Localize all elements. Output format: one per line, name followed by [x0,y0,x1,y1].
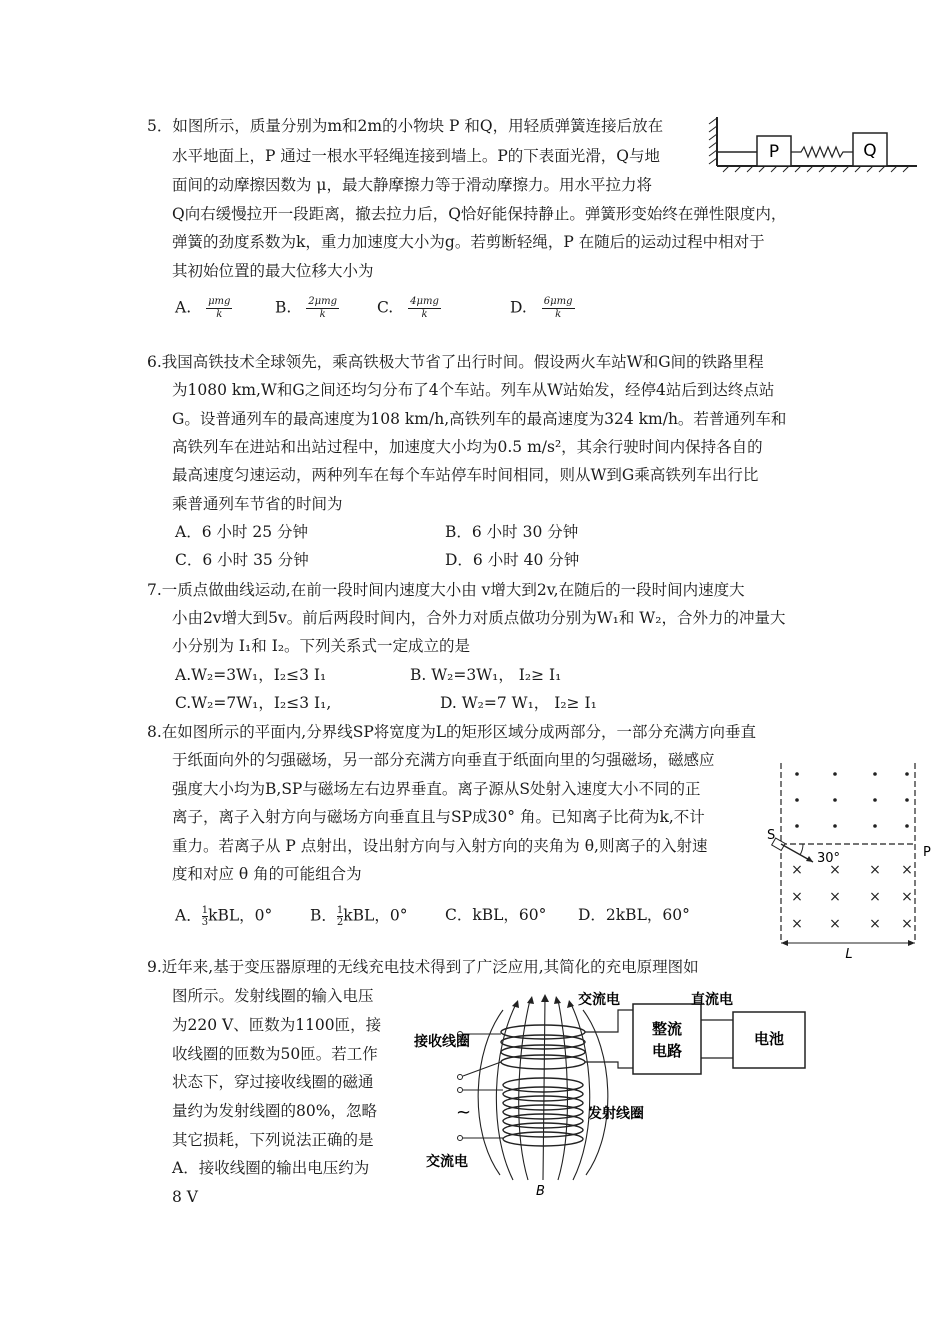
transmit-terminal-2 [458,1136,463,1141]
block-q-label: Q [863,141,877,161]
label-s: S [767,828,776,843]
q8-line-6: 度和对应 θ 角的可能组合为 [172,865,362,883]
q5-option-a-num: μmg [208,296,231,307]
field-arrows [512,994,574,1008]
q6-line-4: 高铁列车在进站和出站过程中，加速度大小均为0.5 m/s²，其余行驶时间内保持各自的 [172,438,763,456]
q9-line-1: 9.近年来,基于变压器原理的无线充电技术得到了广泛应用,其简化的充电原理图如 [147,958,699,976]
q8-option-a-num: 1 [201,905,209,916]
battery-label: 电池 [753,1030,785,1048]
dc-top-label: 直流电 [691,992,733,1008]
field-out-dots [795,772,909,828]
q5-option-d-fraction [542,296,575,321]
q5-line-6: 其初始位置的最大位移大小为 [172,262,374,280]
svg-text:×: × [791,862,803,878]
svg-text:×: × [901,862,913,878]
q7-line-3: 小分别为 I₁和 I₂。下列关系式一定成立的是 [172,637,471,655]
block-p-label: P [768,142,780,162]
q8-option-b-rest: kBL，0° [343,906,408,925]
ac-top-label: 交流电 [578,992,620,1008]
q7-option-a: A.W₂=3W₁，I₂≤3 I₁ [175,666,327,684]
q8-line-1: 8.在如图所示的平面内,分界线SP将宽度为L的矩形区域分成两部分，一部分充满方向垂直 [147,723,757,741]
q5-option-c-den: k [421,309,428,320]
ac-bottom-label: 交流电 [426,1154,468,1170]
label-angle: 30° [817,851,841,866]
q9-line-4: 收线圈的匝数为50匝。若工作 [172,1045,378,1063]
q5-option-d [510,296,575,321]
q5-option-c-label: C. [377,298,394,317]
width-arrow-left [781,940,788,946]
q9-line-8: A．接收线圈的输出电压约为 [172,1159,370,1177]
q8-option-b-num: 1 [336,905,344,916]
ac-source-symbol: ~ [456,1102,472,1123]
q5-option-a-fraction [206,296,232,321]
q5-option-c [377,296,441,321]
svg-text:×: × [869,889,881,905]
q5-option-a-den: k [216,309,223,320]
q5-option-a-label: A. [175,298,192,317]
svg-text:×: × [829,862,841,878]
wire-to-rectifier-top [585,1010,633,1032]
q9-line-3: 为220 V、匝数为1100匝，接 [172,1016,382,1034]
q8-option-a-den: 3 [201,917,209,928]
receive-coil-label: 接收线圈 [414,1034,470,1050]
q5-line-3: 面间的动摩擦因数为 μ，最大静摩擦力等于滑动摩擦力。用水平拉力将 [172,176,653,194]
q9-line-9: 8 V [172,1188,198,1206]
spring [791,147,853,157]
q6-line-5: 最高速度匀速运动，两种列车在每个车站停车时间相同，则从W到G乘高铁列车出行比 [172,466,759,484]
svg-text:×: × [829,889,841,905]
q5-option-c-num: 4μmg [410,296,439,307]
q8-line-2: 于纸面向外的匀强磁场，另一部分充满方向垂直于纸面向里的匀强磁场，磁感应 [172,751,715,769]
q6-line-2: 为1080 km,W和G之间还均匀分布了4个车站。列车从W站始发，经停4站后到达终点站 [172,381,775,399]
q8-option-b-den: 2 [336,917,344,928]
q7-option-c: C.W₂=7W₁，I₂≤3 I₁, [175,694,332,712]
q7-line-1: 7.一质点做曲线运动,在前一段时间内速度大小由 v增大到2v,在随后的一段时间内速度大 [147,581,745,599]
field-in-crosses [791,862,913,932]
q5-option-a [175,296,232,321]
q8-option-b [310,905,407,928]
q5-option-c-fraction [408,296,441,321]
q6-line-1: 6.我国高铁技术全球领先，乘高铁极大节省了出行时间。假设两火车站W和G间的铁路里程 [147,353,764,371]
q5-option-b [275,296,339,321]
svg-text:×: × [869,862,881,878]
width-arrow-right [908,940,915,946]
svg-text:×: × [901,889,913,905]
q5-option-d-den: k [555,309,562,320]
q7-line-2: 小由2v增大到5v。前后两段时间内，合外力对质点做功分别为W₁和 W₂，合外力的冲量大 [172,609,786,627]
q9-line-6: 量约为发射线圈的80%，忽略 [172,1102,377,1120]
receive-terminal-2 [458,1075,463,1080]
q5-line-1: 5．如图所示，质量分别为m和2m的小物块 P 和Q，用轻质弹簧连接后放在 [147,117,664,135]
svg-text:×: × [791,916,803,932]
q5-option-b-den: k [319,309,326,320]
q8-line-5: 重力。若离子从 P 点射出，设出射方向与入射方向的夹角为 θ,则离子的入射速 [172,837,708,855]
q8-option-b-label: B． [310,906,337,925]
rectifier-label-1: 整流 [651,1020,683,1038]
q5-line-2: 水平地面上，P 通过一根水平轻绳连接到墙上。P的下表面光滑，Q与地 [172,147,660,165]
q9-line-7: 其它损耗，下列说法正确的是 [172,1131,374,1149]
svg-text:×: × [901,916,913,932]
wire-to-rectifier-bottom [585,1062,633,1068]
q8-option-d: D．2kBL，60° [578,906,690,924]
q5-option-b-num: 2μmg [308,296,338,307]
q5-option-d-label: D. [510,298,527,317]
label-l: L [845,947,853,962]
label-p: P [923,845,931,860]
b-field-label: B [536,1184,545,1199]
rectifier-label-2: 电路 [651,1042,683,1060]
q7-option-d: D. W₂=7 W₁， I₂≥ I₁ [440,694,597,712]
q8-magnetic-field-figure [765,758,945,963]
q5-spring-figure [705,112,920,174]
q6-option-b: B．6 小时 30 分钟 [445,523,579,541]
q5-line-4: Q向右缓慢拉开一段距离，撤去拉力后，Q恰好能保持静止。弹簧形变始终在弹性限度内， [172,205,787,223]
q8-option-a-rest: kBL，0° [208,906,273,925]
q5-option-b-fraction [306,296,339,321]
wall-hatching [709,118,717,164]
q7-option-b: B. W₂=3W₁， I₂≥ I₁ [410,666,562,684]
q6-option-c: C．6 小时 35 分钟 [175,551,309,569]
receive-lead-2 [463,1062,501,1076]
q9-wireless-charging-figure [408,990,813,1200]
q6-option-d: D．6 小时 40 分钟 [445,551,580,569]
transmit-terminal-1 [458,1088,463,1093]
svg-text:×: × [791,889,803,905]
transmit-coil-label: 发射线圈 [588,1106,644,1122]
q8-line-4: 离子，离子入射方向与磁场方向垂直且与SP成30° 角。已知离子比荷为k,不计 [172,808,705,826]
angle-arc [800,844,803,855]
q6-line-3: G。设普通列车的最高速度为108 km/h,高铁列车的最高速度为324 km/h。若普通列车和 [172,410,787,428]
q8-option-c: C．kBL，60° [445,906,547,924]
q8-option-a [175,905,272,928]
q5-option-b-label: B. [275,298,292,317]
q6-line-6: 乘普通列车节省的时间为 [172,495,343,513]
rectifier-box [633,1004,701,1074]
q8-line-3: 强度大小均为B,SP与磁场左右边界垂直。离子源从S处射入速度大小不同的正 [172,780,701,798]
svg-text:×: × [829,916,841,932]
svg-text:×: × [869,916,881,932]
q9-line-5: 状态下，穿过接收线圈的磁通 [172,1073,374,1091]
receive-coil [501,1025,585,1069]
q9-line-2: 图所示。发射线圈的输入电压 [172,987,374,1005]
q5-line-5: 弹簧的劲度系数为k，重力加速度大小为g。若剪断轻绳，P 在随后的运动过程中相对于 [172,233,765,251]
q6-option-a: A．6 小时 25 分钟 [175,523,309,541]
q5-option-d-num: 6μmg [543,296,573,307]
q8-option-a-label: A． [175,906,202,925]
